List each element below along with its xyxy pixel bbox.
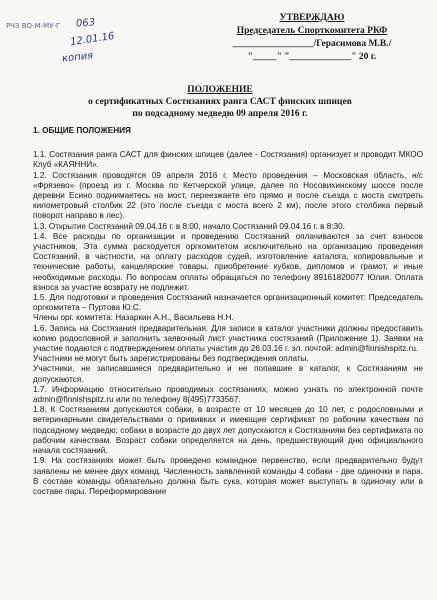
registration-stamp — [4, 17, 154, 70]
paragraph: Члены орг. комитета: Назаркин А.Н., Васильева Н.Н. — [33, 313, 234, 323]
paragraph: 1.5. Для подготовки и проведения Состязаний назначается организационный комитет: Председатель оргкомитета – Пуртова Ю.С. — [33, 293, 423, 313]
paragraph: Участники, не записавшиеся предварительно и не попавшие в каталог, к Состязаниям не допускаются. — [33, 364, 423, 384]
approval-heading: УТВЕРЖДАЮ — [279, 13, 345, 23]
stamp-date: 12.01.16 — [69, 30, 116, 49]
approval-signatory: _________________/Герасимова М.В./ — [232, 39, 392, 49]
approval-block — [197, 12, 427, 64]
paragraph: 1.2. Состязания проводятся 09 апреля 2016 г. Место проведения – Московская область, н/с «Фрязево» (проезд из г. Москва по Кетчерской улице, далее по Носовихинскому шоссе после деревни Есино поднимаетесь на мост, переезжаете его прямо и после съезда с моста смотреть километровый столбик 22 (это после съезда с моста всего 2 км), после этого столбика первый поворот направо в лес). — [33, 170, 423, 221]
document-title — [20, 84, 420, 120]
title-line-2: о сертификатных Состязаниях ранга САСТ финских шпицев — [88, 97, 352, 107]
paragraph: 1.6. Запись на Состязания предварительная. Для записи в каталог участники должны предоставить копию родословной и заполнить заявочный лист участника состязаний (Приложение 1). Заявки на участие подаются с подтверждением оплаты участия до 26.03.16 г. эл. почтой: admin@finnishspitz.ru. — [33, 323, 423, 354]
stamp-number: 063 — [75, 17, 96, 30]
paragraph: 1.4. Все расходы по организации и проведению Состязаний оплачиваются за счет взносов участников. Эта сумма расходуется оргкомитетом исключительно на организацию проведения Состязаний, в частности, на оплату расходов судей, изготовление каталога, копировальные и технические работы, канцелярские товары, приобретение кубков, дипломов и грамот, и иные необходимые расходы. По вопросам оплаты обращаться по телефону 89161820077 Юлия. Оплата взноса за участие возврату не подлежит. — [33, 231, 423, 292]
approval-date: "_____" "_____________" 20 г. — [247, 52, 377, 62]
stamp-text: РЧЗ ВО-М-МУ-Г — [6, 22, 61, 30]
paragraph: 1.3. Открытие Состязаний 09.04.16 г. в 8:00, начало Состязаний 09.04.16 г. в 8:30. — [33, 221, 345, 231]
paragraph: 1.8. К Состязаниям допускаются собаки, в возрасте от 10 месяцев до 10 лет, с родословными и ветеринарными свидетельствами о прививках и имеющие сертификат по рабочим качествам по подсадному медведю; собаки в возрасте до двух лет допускаются к Состязаниям без сертификата по рабочим качествам. Возраст собаки определяется на день, предшествующий дню официального начала состязаний. — [33, 405, 423, 456]
document-body — [33, 126, 423, 497]
paragraph: Участники не могут быть зарегистрированы без подтверждения оплаты. — [33, 354, 309, 364]
paragraph: 1.7. Информацию относительно проводимых состязаниях, можно узнать по электронной почте admin@finnishspitz.ru или по телефону 8(495)7733567. — [33, 384, 423, 405]
paragraph: 1.1. Состязания ранга САСТ для финских шпицев (далее - Состязания) организует и проводит МКОО Клуб «КАЯННИ». — [33, 150, 423, 170]
approval-position: Председатель Спорткомитета РКФ — [236, 26, 388, 36]
stamp-handwritten: копия — [61, 50, 94, 65]
paragraph: 1.9. На состязаниях может быть проведено командное первенство, если предварительно будут заявлены не менее двух команд. Численность заявленной команды 4 собаки - две одиночки и пара. В составе команды обязательно должна быть сука, которая может выступать в одиночку или в составе пары. Переформирование — [33, 456, 423, 496]
title-line-1: ПОЛОЖЕНИЕ — [187, 85, 253, 95]
section-heading: 1. ОБЩИЕ ПОЛОЖЕНИЯ — [33, 126, 131, 135]
title-line-3: по подсадному медведю 09 апреля 2016 г. — [132, 109, 308, 119]
